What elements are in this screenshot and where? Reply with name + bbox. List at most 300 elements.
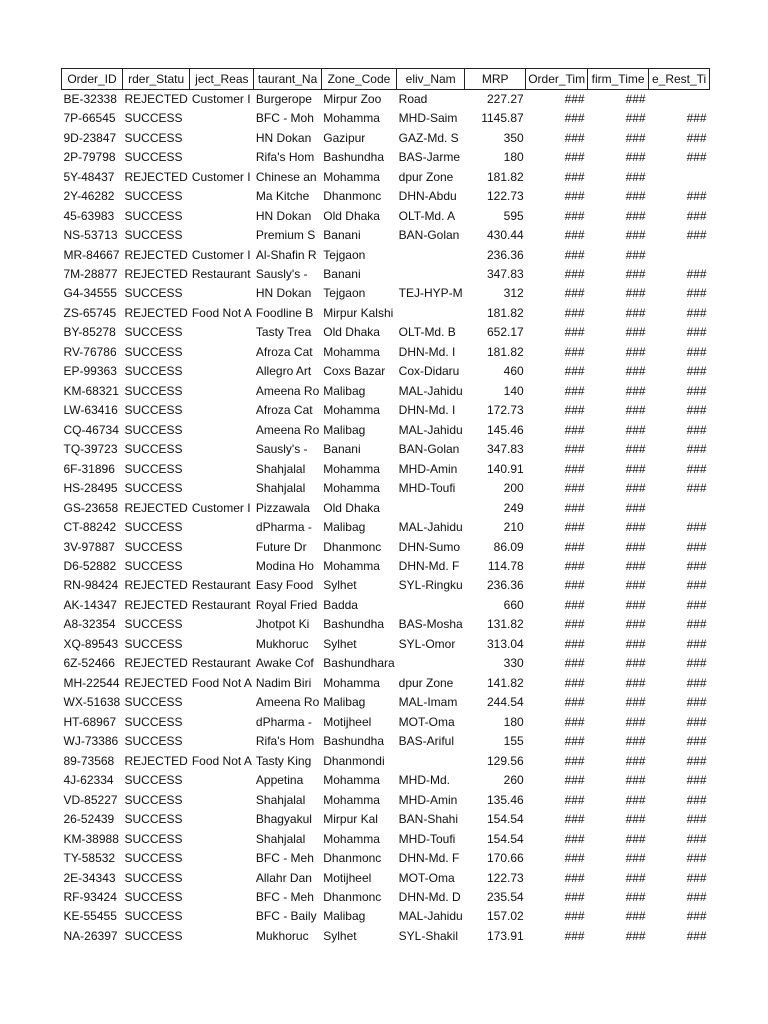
- table-cell[interactable]: [397, 304, 465, 323]
- table-cell[interactable]: [190, 713, 254, 732]
- table-cell[interactable]: Mohamma: [323, 111, 380, 126]
- table-cell[interactable]: [397, 498, 465, 517]
- table-cell[interactable]: [397, 596, 465, 615]
- table-cell[interactable]: ###: [686, 675, 707, 690]
- table-cell[interactable]: MHD-Toufi: [398, 481, 456, 496]
- table-cell[interactable]: Banani: [323, 442, 361, 457]
- column-header[interactable]: firm_Time: [588, 69, 649, 90]
- table-cell[interactable]: 6Z-52466: [63, 656, 115, 671]
- table-cell[interactable]: SUCCESS: [124, 383, 183, 398]
- table-cell[interactable]: NA-26397: [63, 928, 118, 943]
- table-cell[interactable]: [190, 790, 254, 809]
- table-cell[interactable]: [190, 284, 254, 303]
- table-cell[interactable]: [190, 810, 254, 829]
- table-cell[interactable]: ###: [625, 851, 646, 866]
- table-cell[interactable]: Mohamma: [323, 831, 380, 846]
- table-cell[interactable]: Ma Kitche: [255, 189, 310, 204]
- table-cell[interactable]: ###: [625, 169, 646, 184]
- table-cell[interactable]: REJECTED: [124, 500, 188, 515]
- table-cell[interactable]: HS-28495: [63, 481, 118, 496]
- table-cell[interactable]: [190, 537, 254, 556]
- table-cell[interactable]: 5Y-48437: [63, 169, 115, 184]
- table-cell[interactable]: ###: [564, 189, 585, 204]
- table-cell[interactable]: ###: [564, 578, 585, 593]
- table-cell[interactable]: Jhotpot Ki: [255, 617, 310, 632]
- table-cell[interactable]: 460: [503, 364, 524, 379]
- table-cell[interactable]: SUCCESS: [124, 208, 183, 223]
- table-cell[interactable]: 6F-31896: [63, 461, 115, 476]
- table-cell[interactable]: [190, 226, 254, 245]
- table-cell[interactable]: BAN-Shahi: [398, 812, 459, 827]
- table-cell[interactable]: ###: [686, 481, 707, 496]
- table-cell[interactable]: Old Dhaka: [323, 500, 380, 515]
- table-cell[interactable]: Mohamma: [323, 773, 380, 788]
- table-cell[interactable]: EP-99363: [63, 364, 117, 379]
- table-cell[interactable]: 2P-79798: [63, 150, 116, 165]
- table-cell[interactable]: 26-52439: [63, 812, 115, 827]
- table-cell[interactable]: MHD-Toufi: [398, 831, 456, 846]
- table-cell[interactable]: Restaurant: [191, 656, 251, 671]
- table-cell[interactable]: ###: [625, 597, 646, 612]
- table-cell[interactable]: ###: [686, 792, 707, 807]
- table-cell[interactable]: [649, 498, 710, 517]
- table-cell[interactable]: 180: [503, 150, 524, 165]
- table-cell[interactable]: ###: [686, 636, 707, 651]
- table-cell[interactable]: ###: [564, 773, 585, 788]
- table-cell[interactable]: Future Dr: [255, 539, 307, 554]
- table-cell[interactable]: ###: [686, 208, 707, 223]
- table-cell[interactable]: dpur Zone: [398, 675, 454, 690]
- column-header[interactable]: eliv_Nam: [397, 69, 465, 90]
- table-cell[interactable]: Malibag: [323, 695, 366, 710]
- table-cell[interactable]: G4-34555: [63, 286, 117, 301]
- table-cell[interactable]: 4J-62334: [63, 773, 114, 788]
- table-cell[interactable]: ###: [686, 928, 707, 943]
- table-cell[interactable]: SUCCESS: [124, 422, 183, 437]
- table-cell[interactable]: ###: [625, 247, 646, 262]
- table-cell[interactable]: ###: [686, 695, 707, 710]
- table-cell[interactable]: ###: [564, 305, 585, 320]
- table-cell[interactable]: ###: [686, 442, 707, 457]
- table-cell[interactable]: Burgerope: [255, 92, 312, 106]
- table-cell[interactable]: Mohamma: [323, 481, 380, 496]
- table-cell[interactable]: SUCCESS: [124, 734, 183, 749]
- table-cell[interactable]: Allegro Art: [255, 364, 312, 379]
- table-cell[interactable]: ###: [564, 870, 585, 885]
- table-cell[interactable]: AK-14347: [63, 597, 117, 612]
- table-cell[interactable]: ###: [564, 383, 585, 398]
- table-cell[interactable]: ###: [686, 189, 707, 204]
- table-cell[interactable]: Mohamma: [323, 559, 380, 574]
- table-cell[interactable]: 236.36: [486, 247, 524, 262]
- table-cell[interactable]: ###: [625, 383, 646, 398]
- table-cell[interactable]: ###: [625, 617, 646, 632]
- table-cell[interactable]: Customer I: [191, 500, 251, 515]
- table-cell[interactable]: MAL-Jahidu: [398, 520, 463, 535]
- table-cell[interactable]: ###: [625, 150, 646, 165]
- table-cell[interactable]: XQ-89543: [63, 636, 119, 651]
- table-cell[interactable]: Motijheel: [323, 870, 372, 885]
- table-cell[interactable]: ###: [564, 695, 585, 710]
- table-cell[interactable]: KM-38988: [63, 831, 119, 846]
- table-cell[interactable]: WX-51638: [63, 695, 121, 710]
- table-cell[interactable]: Ameena Ro: [255, 422, 320, 437]
- table-cell[interactable]: REJECTED: [124, 169, 188, 184]
- table-cell[interactable]: Dhanmonc: [323, 889, 382, 904]
- table-cell[interactable]: [190, 343, 254, 362]
- table-cell[interactable]: ###: [625, 364, 646, 379]
- table-cell[interactable]: DHN-Md. F: [398, 851, 460, 866]
- table-cell[interactable]: ###: [564, 636, 585, 651]
- table-cell[interactable]: ###: [686, 578, 707, 593]
- table-cell[interactable]: ###: [625, 792, 646, 807]
- table-cell[interactable]: ###: [625, 130, 646, 145]
- table-cell[interactable]: Shahjalal: [255, 831, 306, 846]
- table-cell[interactable]: SUCCESS: [124, 870, 183, 885]
- table-cell[interactable]: RF-93424: [63, 889, 117, 904]
- table-cell[interactable]: ###: [564, 111, 585, 126]
- table-cell[interactable]: SUCCESS: [124, 481, 183, 496]
- table-cell[interactable]: [190, 128, 254, 147]
- table-cell[interactable]: Sausly's -: [255, 266, 308, 281]
- table-cell[interactable]: Malibag: [323, 422, 366, 437]
- table-cell[interactable]: 312: [503, 286, 524, 301]
- table-cell[interactable]: Dhanmonc: [323, 189, 382, 204]
- table-cell[interactable]: Customer I: [191, 169, 251, 184]
- table-cell[interactable]: ###: [625, 403, 646, 418]
- table-cell[interactable]: BAS-Jarme: [398, 150, 461, 165]
- table-cell[interactable]: SUCCESS: [124, 403, 183, 418]
- table-cell[interactable]: ###: [564, 442, 585, 457]
- table-cell[interactable]: Mirpur Kalshi: [323, 305, 394, 320]
- table-cell[interactable]: [190, 615, 254, 634]
- table-cell[interactable]: REJECTED: [124, 656, 188, 671]
- table-cell[interactable]: BAS-Ariful: [398, 734, 455, 749]
- table-cell[interactable]: REJECTED: [124, 597, 188, 612]
- table-cell[interactable]: GS-23658: [63, 500, 119, 515]
- table-cell[interactable]: Modina Ho: [255, 559, 314, 574]
- table-cell[interactable]: Rifa's Hom: [255, 150, 315, 165]
- table-cell[interactable]: TEJ-HYP-M: [398, 286, 463, 301]
- table-cell[interactable]: ###: [625, 539, 646, 554]
- table-cell[interactable]: ###: [625, 481, 646, 496]
- column-header[interactable]: ject_Reas: [190, 69, 254, 90]
- table-cell[interactable]: Badda: [323, 597, 358, 612]
- table-cell[interactable]: Nadim Biri: [255, 675, 312, 690]
- table-cell[interactable]: [190, 732, 254, 751]
- table-cell[interactable]: SUCCESS: [124, 714, 183, 729]
- table-cell[interactable]: MR-84667: [63, 247, 120, 262]
- table-cell[interactable]: Restaurant: [191, 597, 251, 612]
- table-cell[interactable]: MOT-Oma: [398, 714, 455, 729]
- table-cell[interactable]: ###: [625, 656, 646, 671]
- table-cell[interactable]: 89-73568: [63, 753, 115, 768]
- table-cell[interactable]: 430.44: [486, 228, 524, 243]
- table-cell[interactable]: DHN-Md. D: [398, 889, 461, 904]
- table-cell[interactable]: 330: [503, 656, 524, 671]
- table-cell[interactable]: ###: [625, 189, 646, 204]
- table-cell[interactable]: ###: [625, 286, 646, 301]
- table-cell[interactable]: ###: [625, 208, 646, 223]
- table-cell[interactable]: ZS-65745: [63, 305, 117, 320]
- table-cell[interactable]: ###: [625, 228, 646, 243]
- table-cell[interactable]: [190, 693, 254, 712]
- table-cell[interactable]: CQ-46734: [63, 422, 119, 437]
- table-cell[interactable]: [190, 557, 254, 576]
- table-cell[interactable]: ###: [625, 812, 646, 827]
- table-cell[interactable]: ###: [686, 870, 707, 885]
- table-cell[interactable]: SUCCESS: [124, 928, 183, 943]
- table-cell[interactable]: ###: [625, 773, 646, 788]
- table-cell[interactable]: [397, 654, 465, 673]
- table-cell[interactable]: Shahjalal: [255, 481, 306, 496]
- table-cell[interactable]: BAS-Mosha: [398, 617, 463, 632]
- table-cell[interactable]: SUCCESS: [124, 559, 183, 574]
- table-cell[interactable]: DHN-Md. I: [398, 403, 456, 418]
- table-cell[interactable]: GAZ-Md. S: [398, 130, 459, 145]
- table-cell[interactable]: SUCCESS: [124, 461, 183, 476]
- table-cell[interactable]: ###: [564, 228, 585, 243]
- table-cell[interactable]: SUCCESS: [124, 111, 183, 126]
- table-cell[interactable]: ###: [625, 305, 646, 320]
- table-cell[interactable]: ###: [564, 656, 585, 671]
- table-cell[interactable]: 181.82: [486, 169, 524, 184]
- table-cell[interactable]: dPharma -: [255, 520, 312, 535]
- table-cell[interactable]: Mohamma: [323, 461, 380, 476]
- table-cell[interactable]: 660: [503, 597, 524, 612]
- table-cell[interactable]: SUCCESS: [124, 792, 183, 807]
- table-cell[interactable]: ###: [686, 753, 707, 768]
- table-cell[interactable]: ###: [686, 422, 707, 437]
- table-cell[interactable]: [649, 90, 710, 110]
- table-cell[interactable]: Old Dhaka: [323, 325, 380, 340]
- table-cell[interactable]: ###: [564, 461, 585, 476]
- table-cell[interactable]: Customer I: [191, 92, 251, 106]
- table-cell[interactable]: Allahr Dan: [255, 870, 312, 885]
- table-cell[interactable]: LW-63416: [63, 403, 118, 418]
- table-cell[interactable]: 154.54: [486, 812, 524, 827]
- table-cell[interactable]: REJECTED: [124, 578, 188, 593]
- table-cell[interactable]: 7P-66545: [63, 111, 116, 126]
- table-cell[interactable]: SUCCESS: [124, 286, 183, 301]
- table-cell[interactable]: ###: [686, 344, 707, 359]
- table-cell[interactable]: SUCCESS: [124, 520, 183, 535]
- table-cell[interactable]: Bashundha: [323, 150, 384, 165]
- table-cell[interactable]: [190, 206, 254, 225]
- table-cell[interactable]: SUCCESS: [124, 325, 183, 340]
- table-cell[interactable]: [190, 868, 254, 887]
- table-cell[interactable]: Bashundha: [323, 734, 384, 749]
- table-cell[interactable]: 181.82: [486, 305, 524, 320]
- table-cell[interactable]: Banani: [323, 266, 361, 281]
- table-cell[interactable]: ###: [564, 344, 585, 359]
- table-cell[interactable]: SUCCESS: [124, 344, 183, 359]
- table-cell[interactable]: ###: [686, 305, 707, 320]
- table-cell[interactable]: 260: [503, 773, 524, 788]
- table-cell[interactable]: Easy Food: [255, 578, 314, 593]
- column-header[interactable]: taurant_Na: [254, 69, 321, 90]
- table-cell[interactable]: Bashundha: [323, 617, 384, 632]
- table-cell[interactable]: Mirpur Kal: [323, 812, 378, 827]
- column-header[interactable]: MRP: [465, 69, 526, 90]
- table-cell[interactable]: 249: [503, 500, 524, 515]
- table-cell[interactable]: 235.54: [486, 889, 524, 904]
- table-cell[interactable]: SYL-Shakil: [398, 928, 459, 943]
- table-cell[interactable]: ###: [564, 92, 585, 106]
- table-cell[interactable]: 173.91: [486, 928, 524, 943]
- table-cell[interactable]: ###: [686, 383, 707, 398]
- table-cell[interactable]: Food Not A: [191, 305, 252, 320]
- table-cell[interactable]: ###: [564, 286, 585, 301]
- table-cell[interactable]: REJECTED: [124, 92, 188, 106]
- table-cell[interactable]: REJECTED: [124, 266, 188, 281]
- table-cell[interactable]: WJ-73386: [63, 734, 119, 749]
- table-cell[interactable]: BE-32338: [63, 92, 117, 106]
- table-cell[interactable]: Mohamma: [323, 792, 380, 807]
- table-cell[interactable]: SUCCESS: [124, 364, 183, 379]
- table-cell[interactable]: Mohamma: [323, 675, 380, 690]
- table-cell[interactable]: TQ-39723: [63, 442, 118, 457]
- table-cell[interactable]: 145.46: [486, 422, 524, 437]
- table-cell[interactable]: RV-76786: [63, 344, 117, 359]
- table-cell[interactable]: [190, 382, 254, 401]
- table-cell[interactable]: KM-68321: [63, 383, 119, 398]
- table-cell[interactable]: 122.73: [486, 189, 524, 204]
- table-cell[interactable]: 45-63983: [63, 208, 115, 223]
- table-cell[interactable]: Dhanmonc: [323, 851, 382, 866]
- table-cell[interactable]: 244.54: [486, 695, 524, 710]
- table-cell[interactable]: ###: [564, 247, 585, 262]
- table-cell[interactable]: Customer I: [191, 247, 251, 262]
- table-cell[interactable]: ###: [686, 286, 707, 301]
- table-cell[interactable]: Mohamma: [323, 344, 380, 359]
- table-cell[interactable]: Appetina: [255, 773, 304, 788]
- table-cell[interactable]: Tasty Trea: [255, 325, 312, 340]
- table-cell[interactable]: Bashundhara: [323, 656, 395, 671]
- table-cell[interactable]: ###: [564, 889, 585, 904]
- table-cell[interactable]: ###: [686, 656, 707, 671]
- table-cell[interactable]: [190, 401, 254, 420]
- table-cell[interactable]: ###: [564, 422, 585, 437]
- table-cell[interactable]: 122.73: [486, 870, 524, 885]
- table-cell[interactable]: ###: [564, 169, 585, 184]
- table-cell[interactable]: ###: [625, 325, 646, 340]
- table-cell[interactable]: KE-55455: [63, 909, 117, 924]
- table-cell[interactable]: ###: [686, 403, 707, 418]
- table-cell[interactable]: OLT-Md. A: [398, 208, 456, 223]
- table-cell[interactable]: ###: [564, 792, 585, 807]
- table-cell[interactable]: [190, 771, 254, 790]
- table-cell[interactable]: ###: [625, 675, 646, 690]
- table-cell[interactable]: SYL-Ringku: [398, 578, 463, 593]
- table-cell[interactable]: [190, 635, 254, 654]
- table-cell[interactable]: [190, 421, 254, 440]
- table-cell[interactable]: Restaurant: [191, 578, 251, 593]
- table-cell[interactable]: ###: [625, 344, 646, 359]
- table-cell[interactable]: ###: [625, 695, 646, 710]
- table-cell[interactable]: ###: [564, 714, 585, 729]
- table-cell[interactable]: ###: [625, 753, 646, 768]
- table-cell[interactable]: ###: [686, 539, 707, 554]
- table-cell[interactable]: [190, 187, 254, 206]
- table-cell[interactable]: SYL-Omor: [398, 636, 456, 651]
- table-cell[interactable]: ###: [686, 520, 707, 535]
- table-cell[interactable]: ###: [564, 753, 585, 768]
- table-cell[interactable]: Food Not A: [191, 753, 252, 768]
- table-cell[interactable]: TY-58532: [63, 851, 116, 866]
- table-cell[interactable]: 347.83: [486, 442, 524, 457]
- table-cell[interactable]: ###: [564, 325, 585, 340]
- table-cell[interactable]: HN Dokan: [255, 130, 312, 145]
- table-cell[interactable]: Banani: [323, 228, 361, 243]
- table-cell[interactable]: ###: [625, 520, 646, 535]
- table-cell[interactable]: SUCCESS: [124, 228, 183, 243]
- table-cell[interactable]: BFC - Moh: [255, 111, 314, 126]
- table-cell[interactable]: ###: [564, 403, 585, 418]
- table-cell[interactable]: [190, 479, 254, 498]
- table-cell[interactable]: 135.46: [486, 792, 524, 807]
- table-cell[interactable]: Afroza Cat: [255, 403, 313, 418]
- table-cell[interactable]: REJECTED: [124, 305, 188, 320]
- table-cell[interactable]: SUCCESS: [124, 812, 183, 827]
- table-cell[interactable]: [190, 109, 254, 128]
- column-header[interactable]: Order_Tim: [526, 69, 588, 90]
- table-cell[interactable]: [649, 167, 710, 186]
- table-cell[interactable]: ###: [564, 150, 585, 165]
- table-cell[interactable]: DHN-Md. F: [398, 559, 460, 574]
- column-header[interactable]: e_Rest_Ti: [649, 69, 710, 90]
- table-cell[interactable]: 2E-34343: [63, 870, 116, 885]
- table-cell[interactable]: 157.02: [486, 909, 524, 924]
- table-cell[interactable]: ###: [564, 539, 585, 554]
- table-cell[interactable]: ###: [625, 559, 646, 574]
- table-cell[interactable]: CT-88242: [63, 520, 117, 535]
- table-cell[interactable]: BY-85278: [63, 325, 116, 340]
- table-cell[interactable]: Dhanmonc: [323, 539, 382, 554]
- table-cell[interactable]: ###: [686, 266, 707, 281]
- table-cell[interactable]: 181.82: [486, 344, 524, 359]
- table-cell[interactable]: MAL-Jahidu: [398, 909, 463, 924]
- table-cell[interactable]: ###: [564, 851, 585, 866]
- table-cell[interactable]: ###: [625, 442, 646, 457]
- table-cell[interactable]: ###: [625, 636, 646, 651]
- table-cell[interactable]: Premium S: [255, 228, 316, 243]
- table-cell[interactable]: ###: [686, 559, 707, 574]
- table-cell[interactable]: [397, 751, 465, 770]
- table-cell[interactable]: Foodline B: [255, 305, 314, 320]
- table-cell[interactable]: ###: [686, 150, 707, 165]
- table-cell[interactable]: Coxs Bazar: [323, 364, 386, 379]
- table-cell[interactable]: Al-Shafin R: [255, 247, 317, 262]
- table-cell[interactable]: 350: [503, 130, 524, 145]
- table-cell[interactable]: ###: [564, 266, 585, 281]
- table-cell[interactable]: ###: [564, 130, 585, 145]
- table-cell[interactable]: MHD-Saim: [398, 111, 458, 126]
- table-cell[interactable]: Mukhoruc: [255, 928, 309, 943]
- table-cell[interactable]: 131.82: [486, 617, 524, 632]
- table-cell[interactable]: ###: [625, 928, 646, 943]
- table-cell[interactable]: Shahjalal: [255, 461, 306, 476]
- table-cell[interactable]: Motijheel: [323, 714, 372, 729]
- table-cell[interactable]: ###: [564, 734, 585, 749]
- table-cell[interactable]: Ameena Ro: [255, 695, 320, 710]
- table-cell[interactable]: SUCCESS: [124, 617, 183, 632]
- table-cell[interactable]: Bhagyakul: [255, 812, 312, 827]
- table-cell[interactable]: 1145.87: [481, 111, 524, 126]
- table-cell[interactable]: 170.66: [486, 851, 524, 866]
- table-cell[interactable]: 114.78: [487, 559, 524, 574]
- table-cell[interactable]: Awake Cof: [255, 656, 314, 671]
